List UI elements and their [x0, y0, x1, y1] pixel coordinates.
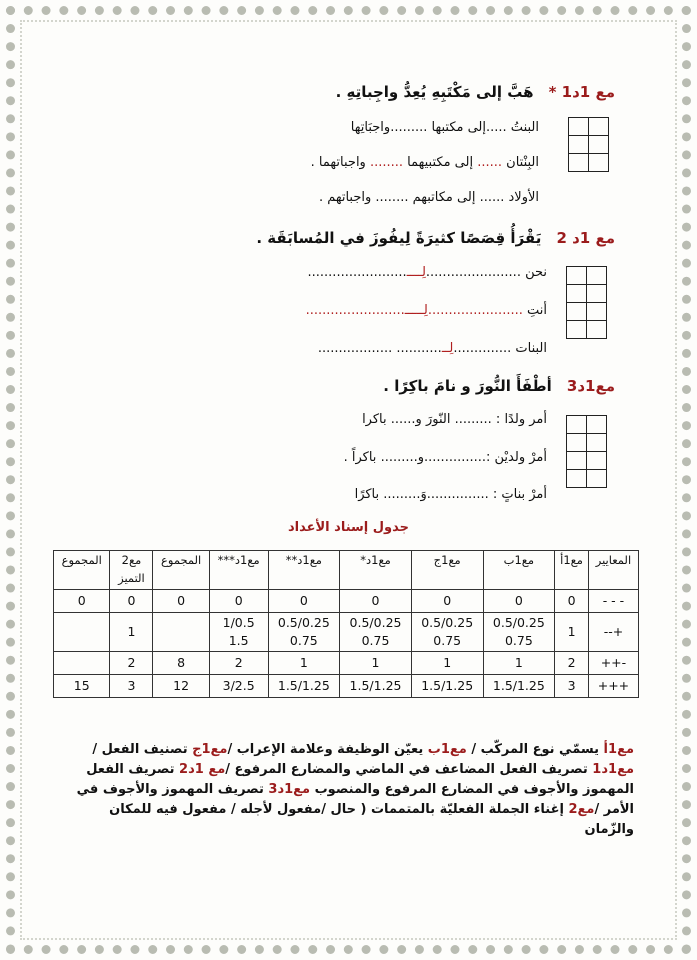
footnote-key: مع1د1 — [592, 762, 634, 777]
score-table-cell: 0 — [209, 590, 268, 613]
score-table-cell — [153, 613, 209, 652]
header-cell: المجموع — [54, 551, 110, 590]
score-table — [53, 550, 639, 698]
score-table-cell: 0 — [110, 590, 153, 613]
score-table-cell: 15 — [54, 675, 110, 698]
footnote-key: مع1ج — [192, 742, 228, 757]
exercise-1-label: مع 1د1 * — [548, 83, 615, 101]
score-table-cell — [54, 652, 110, 675]
score-table-cell: 0.5/0.25 0.75 — [483, 613, 555, 652]
answer-grid-1 — [568, 117, 609, 172]
exercise-2-line-2: أنتِ .......................لِـــــ........................ — [305, 303, 547, 318]
answer-grid-2 — [566, 266, 607, 339]
footnote-text: إغناء الجملة الفعليّة بالمتممات ( حال /مفعول لأجله / مفعول فيه للمكان والزّمان — [109, 802, 634, 837]
exercise-1-header — [336, 82, 615, 101]
exercise-1-line-1: البنتُ .....إلى مكتبها .........واجبَاتِها — [350, 120, 539, 135]
score-table-cell: 2 — [110, 652, 153, 675]
score-table-cell: 1 — [268, 652, 340, 675]
score-table-cell: 0 — [153, 590, 209, 613]
score-table-cell: 1 — [483, 652, 555, 675]
score-table-cell: 0.5/0.25 0.75 — [340, 613, 412, 652]
header-cell: مع1د* — [340, 551, 412, 590]
exercise-2-line-1: نحن .......................لِــــ........................ — [307, 265, 547, 280]
exercise-2-label: مع 1د 2 — [556, 229, 615, 247]
score-table-cell: 0.5/0.25 0.75 — [411, 613, 483, 652]
header-cell: المعايير — [588, 551, 638, 590]
exercise-3-line-3: أمرْ بناتٍ : ...............وَ......... باكرًا — [354, 487, 547, 502]
footnote-text: يعيّن الوظيفة وعلامة الإعراب / — [227, 742, 428, 757]
exercise-3-line-2: أمرْ ولديْن :...............و......... باكراً . — [343, 450, 547, 465]
header-cell: مع1ج — [411, 551, 483, 590]
score-table-row — [54, 675, 639, 698]
footnote-text: تصنيف الفعل / — [92, 742, 193, 757]
score-table-cell: 1 — [411, 652, 483, 675]
answer-grid-3 — [566, 415, 607, 488]
score-table-cell: 1.5/1.25 — [340, 675, 412, 698]
score-table-cell: 3 — [110, 675, 153, 698]
score-table-cell: 0 — [555, 590, 589, 613]
score-table-cell: 0 — [483, 590, 555, 613]
score-table-cell — [54, 613, 110, 652]
score-table-cell: 8 — [153, 652, 209, 675]
score-table-cell: 12 — [153, 675, 209, 698]
score-table-row — [54, 590, 639, 613]
score-table-cell: 0 — [411, 590, 483, 613]
footnote-key: مع2 — [568, 802, 595, 817]
score-table-cell: 1 — [340, 652, 412, 675]
exercise-1-line-3: الأولاد ...... إلى مكاتبهم ........ واجباتهم . — [318, 190, 539, 205]
score-table-cell: 3/2.5 — [209, 675, 268, 698]
footnote-key: مع 1د2 — [179, 762, 226, 777]
score-table-header-row — [54, 551, 639, 590]
header-cell: مع1ب — [483, 551, 555, 590]
footnote-text: يسمّي نوع المركّب / — [466, 742, 604, 757]
score-table-cell: 1 — [555, 613, 589, 652]
score-table-cell: 1.5/1.25 — [483, 675, 555, 698]
score-table-cell: 2 — [555, 652, 589, 675]
footnote-text: تصريف الفعل المهموز والأجوف في المضارع المرفوع والمنصوب — [86, 762, 634, 797]
exercise-2-sentence: يَقْرَأُ قِصَصًا كثيرَةً لِيفُوزَ في المُسابَقَة . — [256, 229, 542, 247]
exercise-3-label: مع1د3 — [566, 377, 615, 395]
score-table-cell: +-- — [588, 613, 638, 652]
exercise-3-header — [383, 376, 615, 395]
score-table-cell: 1 — [110, 613, 153, 652]
score-table-cell: 1.5/1.25 — [411, 675, 483, 698]
criteria-footnote — [64, 740, 634, 840]
score-table-cell: 1/0.5 1.5 — [209, 613, 268, 652]
exercise-1-sentence: هَبَّ إلى مَكْتَبِهِ يُعِدُّ واجِباتِهِ . — [335, 83, 534, 101]
score-table-row — [54, 652, 639, 675]
score-table-cell: 3 — [555, 675, 589, 698]
footnote-text: تصريف المهموز والأجوف في الأمر / — [76, 782, 634, 817]
exercise-3-line-1: أمر ولدًا : ......... النّورَ و...... باكرا — [362, 412, 547, 427]
score-table-cell: 1.5/1.25 — [268, 675, 340, 698]
header-cell: مع1د*** — [209, 551, 268, 590]
exercise-1-line-2: البِنْتان ...... إلى مكتبيهما ........ واجباتهما . — [310, 155, 539, 170]
score-table-title: جدول إسناد الأعداد — [287, 520, 410, 535]
footnote-key: مع1د3 — [268, 782, 311, 797]
score-table-cell: +++ — [588, 675, 638, 698]
score-table-row — [54, 613, 639, 652]
score-table-cell: 0 — [340, 590, 412, 613]
footnote-text: تصريف الفعل المضاعف في الماضي والمضارع المرفوع / — [225, 762, 593, 777]
score-table-cell: -++ — [588, 652, 638, 675]
score-table-cell: 2 — [209, 652, 268, 675]
score-table-cell: 0.5/0.25 0.75 — [268, 613, 340, 652]
exercise-2-line-3: البنات ..............لِــ........... .................. — [317, 341, 547, 356]
score-table-cell: - - - — [588, 590, 638, 613]
footnote-key: مع1ب — [427, 742, 467, 757]
header-cell: المجموع — [153, 551, 209, 590]
score-table-cell: 0 — [268, 590, 340, 613]
header-cell: مع1أ — [555, 551, 589, 590]
footnote-key: مع1أ — [603, 742, 634, 757]
exercise-2-header — [256, 228, 615, 247]
header-cell: مع2 التميز — [110, 551, 153, 590]
score-table-cell: 0 — [54, 590, 110, 613]
exercise-3-sentence: أطْفَأَ النُّورَ و نامَ باكِرًا . — [383, 377, 552, 395]
header-cell: مع1د** — [268, 551, 340, 590]
